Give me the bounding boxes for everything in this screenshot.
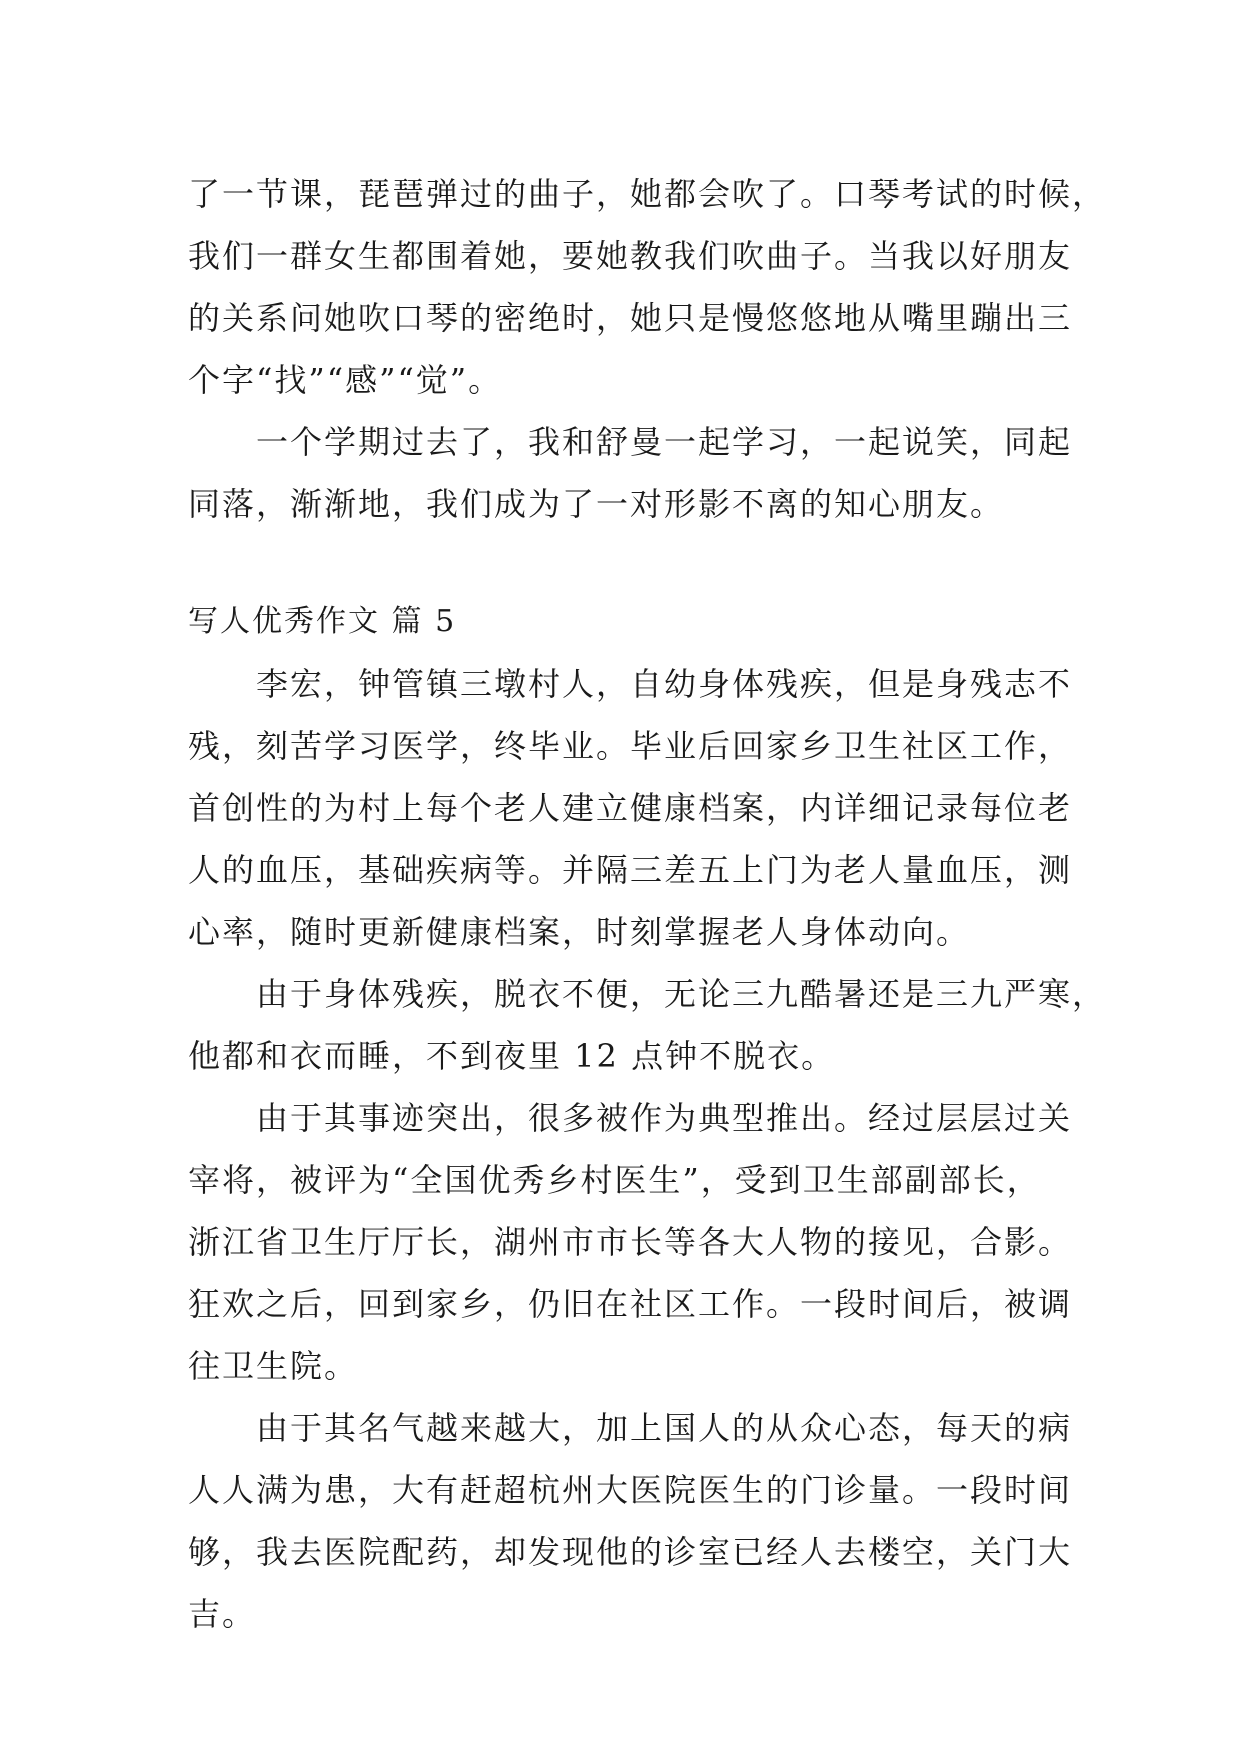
text-line: 够，我去医院配药，却发现他的诊室已经人去楼空，关门大	[188, 1533, 1073, 1571]
text-line: 我们一群女生都围着她，要她教我们吹曲子。当我以好朋友	[188, 237, 1073, 275]
paragraph-first-line: 李宏，钟管镇三墩村人，自幼身体残疾，但是身残志不	[256, 665, 1073, 703]
text-line: 残，刻苦学习医学，终毕业。毕业后回家乡卫生社区工作，	[188, 727, 1073, 765]
text-line: 他都和衣而睡，不到夜里 12 点钟不脱衣。	[188, 1037, 836, 1075]
paragraph-first-line: 由于身体残疾，脱衣不便，无论三九酷暑还是三九严寒，	[256, 975, 1107, 1013]
text-line: 人人满为患，大有赶超杭州大医院医生的门诊量。一段时间	[188, 1471, 1073, 1509]
text-line: 宰将，被评为“全国优秀乡村医生”，受到卫生部副部长，	[188, 1161, 1041, 1199]
text-line: 吉。	[188, 1595, 257, 1633]
text-line: 的关系问她吹口琴的密绝时，她只是慢悠悠地从嘴里蹦出三	[188, 299, 1073, 337]
paragraph-first-line: 由于其事迹突出，很多被作为典型推出。经过层层过关	[256, 1099, 1073, 1137]
text-line: 浙江省卫生厅厅长，湖州市市长等各大人物的接见，合影。	[188, 1223, 1073, 1261]
text-line: 个字“找”“感”“觉”。	[188, 361, 503, 399]
text-line: 了一节课，琵琶弹过的曲子，她都会吹了。口琴考试的时候，	[188, 175, 1107, 213]
text-line: 首创性的为村上每个老人建立健康档案，内详细记录每位老	[188, 789, 1073, 827]
paragraph-first-line: 一个学期过去了，我和舒曼一起学习，一起说笑，同起	[256, 423, 1073, 461]
text-line: 心率，随时更新健康档案，时刻掌握老人身体动向。	[188, 913, 971, 951]
section-heading: 写人优秀作文 篇 5	[188, 604, 457, 639]
document-body	[188, 163, 1107, 1645]
text-line: 狂欢之后，回到家乡，仍旧在社区工作。一段时间后，被调	[188, 1285, 1073, 1323]
text-line: 人的血压，基础疾病等。并隔三差五上门为老人量血压，测	[188, 851, 1073, 889]
text-line: 往卫生院。	[188, 1347, 359, 1385]
paragraph-first-line: 由于其名气越来越大，加上国人的从众心态，每天的病	[256, 1409, 1073, 1447]
text-line: 同落，渐渐地，我们成为了一对形影不离的知心朋友。	[188, 485, 1005, 523]
